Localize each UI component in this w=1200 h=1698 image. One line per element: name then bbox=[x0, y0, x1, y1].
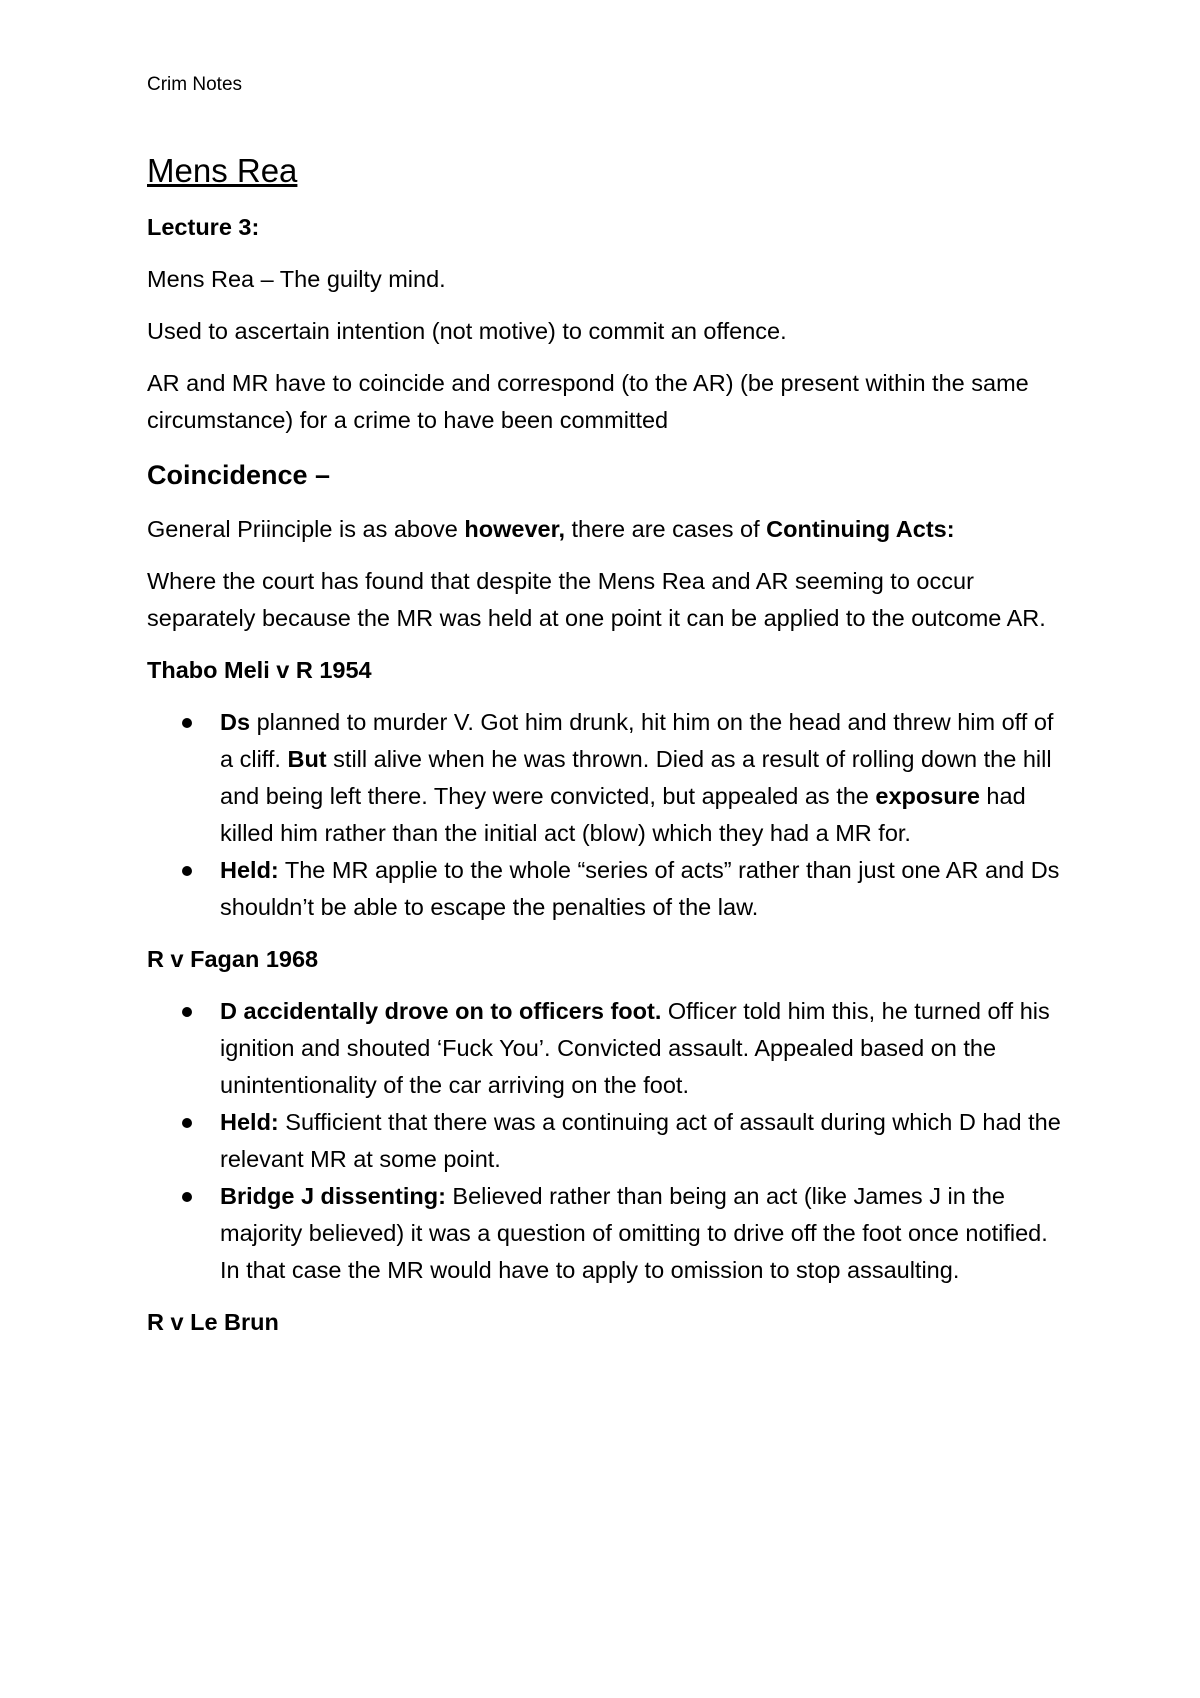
list-item bbox=[220, 852, 1067, 926]
bullet-icon bbox=[182, 1007, 192, 1017]
intro-paragraph: Used to ascertain intention (not motive) to commit an offence. bbox=[147, 318, 787, 344]
bullet-icon bbox=[182, 1192, 192, 1202]
bullet-text: Believed rather than being an act (like James J in the majority believed) it was a question of omitting to drive off the foot once notified. In that case the MR would have to apply to omission to stop assaulting. bbox=[220, 1183, 1048, 1283]
bold-lead: Held: bbox=[220, 857, 279, 883]
lecture-label: Lecture 3: bbox=[147, 214, 260, 240]
bullet-text: Sufficient that there was a continuing act of assault during which D had the relevant MR at some point. bbox=[220, 1109, 1061, 1172]
list-item bbox=[220, 993, 1067, 1104]
bullet-icon bbox=[182, 866, 192, 876]
principle-paragraph bbox=[147, 511, 1067, 548]
intro-paragraph: AR and MR have to coincide and correspond (to the AR) (be present within the same circumstance) for a crime to have been committed bbox=[147, 370, 1029, 433]
bullet-text: planned to murder V. Got him drunk, hit him on the head and threw him off of a cliff. bbox=[220, 709, 1054, 772]
continuing-acts-description: Where the court has found that despite the Mens Rea and AR seeming to occur separately because the MR was held at one point it can be applied to the outcome AR. bbox=[147, 568, 1046, 631]
intro-paragraph: Mens Rea – The guilty mind. bbox=[147, 266, 446, 292]
list-item bbox=[220, 1104, 1067, 1178]
case-list-meli bbox=[147, 704, 1067, 926]
bold-lead: Held: bbox=[220, 1109, 279, 1135]
bold-lead: But bbox=[287, 746, 327, 772]
bold-lead: D accidentally drove on to officers foot. bbox=[220, 998, 662, 1024]
bullet-icon bbox=[182, 718, 192, 728]
page-header: Crim Notes bbox=[147, 74, 243, 95]
case-title-meli: Thabo Meli v R 1954 bbox=[147, 657, 372, 683]
document-body bbox=[147, 148, 1067, 1356]
bold-lead: exposure bbox=[875, 783, 980, 809]
bullet-text: Officer told him this, he turned off his ignition and shouted ‘Fuck You’. Convicted assault. Appealed based on the unintentionality of the car arriving on the foot. bbox=[220, 998, 1050, 1098]
principle-text: there are cases of bbox=[565, 516, 767, 542]
section-heading-coincidence: Coincidence – bbox=[147, 460, 331, 490]
page-title: Mens Rea bbox=[147, 152, 298, 189]
bullet-text: had killed him rather than the initial act (blow) which they had a MR for. bbox=[220, 783, 1026, 846]
bold-lead: Ds bbox=[220, 709, 251, 735]
bullet-text: The MR applie to the whole “series of acts” rather than just one AR and Ds shouldn’t be able to escape the penalties of the law. bbox=[220, 857, 1060, 920]
case-list-fagan bbox=[147, 993, 1067, 1289]
bold-lead: Bridge J dissenting: bbox=[220, 1183, 446, 1209]
list-item bbox=[220, 1178, 1067, 1289]
bullet-icon bbox=[182, 1118, 192, 1128]
principle-bold: Continuing Acts: bbox=[766, 516, 955, 542]
case-title-lebrun: R v Le Brun bbox=[147, 1309, 279, 1335]
bullet-text: still alive when he was thrown. Died as a result of rolling down the hill and being left there. They were convicted, but appealed as the bbox=[220, 746, 1052, 809]
principle-bold: however, bbox=[464, 516, 565, 542]
list-item bbox=[220, 704, 1067, 852]
case-title-fagan: R v Fagan 1968 bbox=[147, 946, 319, 972]
principle-text: General Priinciple is as above bbox=[147, 516, 465, 542]
